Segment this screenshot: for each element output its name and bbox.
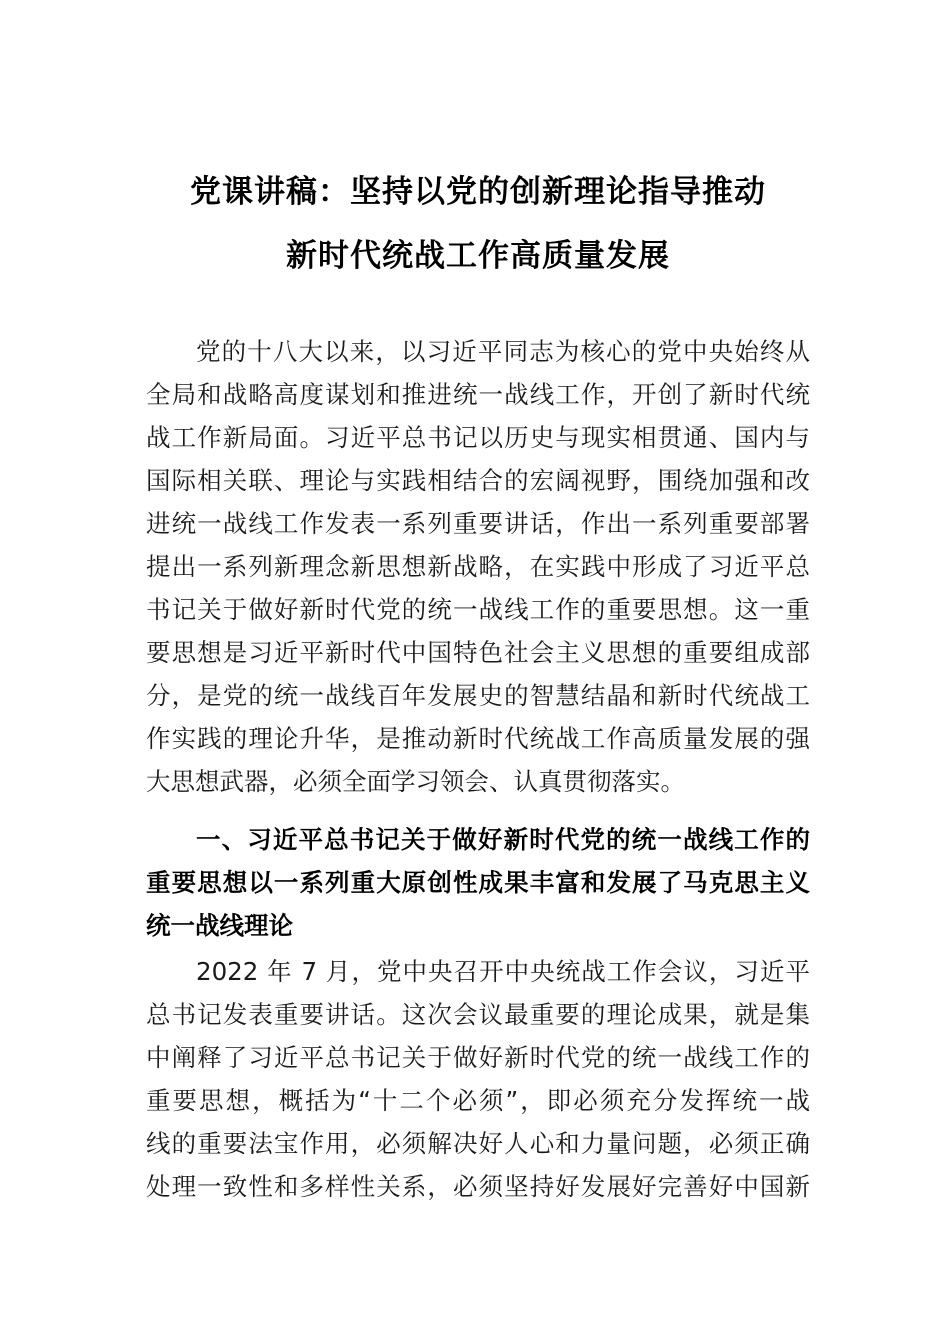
- paragraph-line: 大思想武器，必须全面学习领会、认真贯彻落实。: [146, 767, 685, 796]
- document-title-line-2: 新时代统战工作高质量发展: [286, 238, 670, 274]
- paragraph-line: 战工作新局面。习近平总书记以历史与现实相贯通、国内与: [146, 423, 810, 452]
- paragraph-line: 书记关于做好新时代党的统一战线工作的重要思想。这一重: [146, 595, 810, 624]
- paragraph-line: 总书记发表重要讲话。这次会议最重要的理论成果，就是集: [146, 1000, 810, 1029]
- paragraph-line: 国际相关联、理论与实践相结合的宏阔视野，围绕加强和改: [146, 466, 810, 495]
- paragraph-line: 处理一致性和多样性关系，必须坚持好发展好完善好中国新: [146, 1172, 810, 1201]
- paragraph-line: 党的十八大以来，以习近平同志为核心的党中央始终从: [196, 337, 810, 366]
- paragraph-line: 分，是党的统一战线百年发展史的智慧结晶和新时代统战工: [146, 681, 810, 710]
- paragraph-line: 提出一系列新理念新思想新战略，在实践中形成了习近平总: [146, 552, 810, 581]
- paragraph-line: 全局和战略高度谋划和推进统一战线工作，开创了新时代统: [146, 380, 810, 409]
- document-title-line-1: 党课讲稿：坚持以党的创新理论指导推动: [190, 174, 766, 210]
- section-heading-line: 统一战线理论: [146, 911, 293, 940]
- paragraph-line: 中阐释了习近平总书记关于做好新时代党的统一战线工作的: [146, 1043, 810, 1072]
- paragraph-line: 作实践的理论升华，是推动新时代统战工作高质量发展的强: [146, 724, 810, 753]
- paragraph-line: 重要思想，概括为“十二个必须”，即必须充分发挥统一战: [146, 1086, 810, 1115]
- section-heading-line: 重要思想以一系列重大原创性成果丰富和发展了马克思主义: [146, 868, 810, 897]
- paragraph-line: 线的重要法宝作用，必须解决好人心和力量问题，必须正确: [146, 1129, 810, 1158]
- section-heading-line: 一、习近平总书记关于做好新时代党的统一战线工作的: [196, 825, 810, 854]
- paragraph-line: 进统一战线工作发表一系列重要讲话，作出一系列重要部署: [146, 509, 810, 538]
- paragraph-line: 2022 年 7 月，党中央召开中央统战工作会议，习近平: [196, 957, 810, 986]
- paragraph-line: 要思想是习近平新时代中国特色社会主义思想的重要组成部: [146, 638, 810, 667]
